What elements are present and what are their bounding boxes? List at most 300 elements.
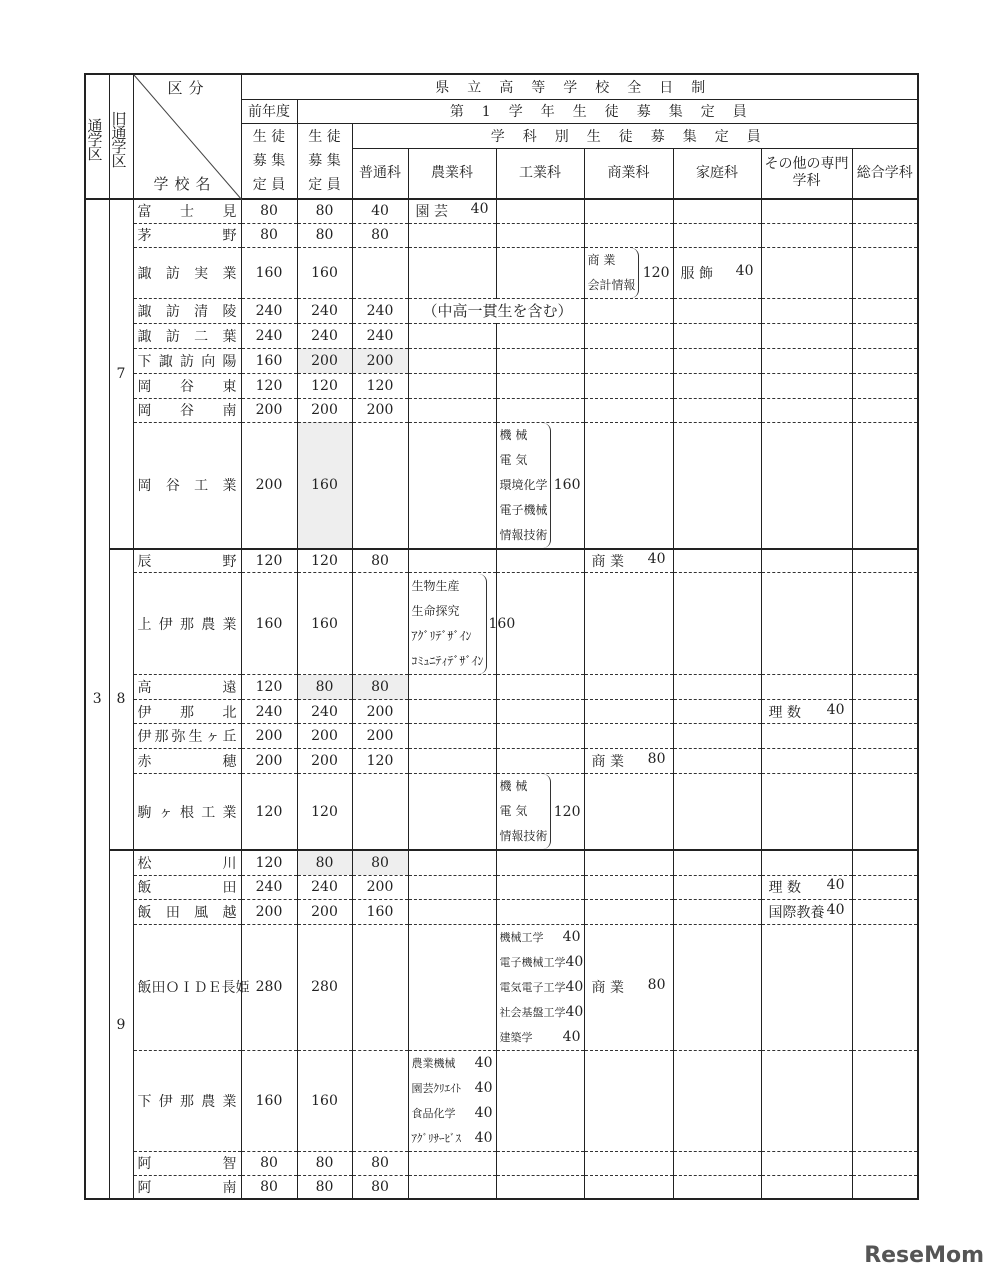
other-cell <box>761 675 852 700</box>
cur-capacity: 280 <box>297 924 352 1050</box>
shogyo-cell <box>584 298 673 323</box>
dept-name: 機 械 <box>499 427 528 442</box>
school-name: 岡谷南 <box>133 398 241 422</box>
shogyo-cell <box>584 348 673 373</box>
nogyo-cell <box>408 774 496 851</box>
dept-brace-group <box>411 574 516 674</box>
katei-cell <box>673 749 761 774</box>
hdr-line: 定 員 <box>308 176 341 193</box>
kogyo-cell <box>496 1151 584 1175</box>
cur-capacity: 160 <box>297 247 352 298</box>
dept-name: 建築学 <box>499 1030 533 1044</box>
shogyo-cell <box>584 1151 673 1175</box>
shogyo-cell <box>584 398 673 422</box>
dept-count: 40 <box>474 1129 493 1146</box>
kogyo-cell <box>496 724 584 749</box>
dept-name: 理 数 <box>768 704 801 721</box>
hdr-line: 募 集 <box>252 152 286 169</box>
futsu-capacity <box>352 1050 408 1151</box>
dept-name: 情報技術 <box>499 527 548 542</box>
other-cell <box>761 1175 852 1199</box>
dept-entry <box>412 1051 493 1076</box>
nogyo-cell <box>408 247 496 298</box>
kogyo-cell <box>496 422 584 549</box>
futsu-capacity: 200 <box>352 700 408 724</box>
shogyo-cell <box>584 549 673 573</box>
category-header <box>133 74 241 199</box>
dept-name: 機械工学 <box>499 930 544 944</box>
futsu-capacity: 240 <box>352 298 408 323</box>
sogo-cell <box>852 774 918 851</box>
other-cell <box>761 298 852 323</box>
cur-capacity: 80 <box>297 199 352 223</box>
watermark-logo: ReseMom <box>864 1243 984 1268</box>
cur-capacity: 80 <box>297 1151 352 1175</box>
dept-total: 120 <box>553 803 581 820</box>
nogyo-cell <box>408 924 496 1050</box>
table-row <box>85 675 918 700</box>
dept-name: 商 業 <box>591 553 624 570</box>
dept-brace-group <box>500 423 581 548</box>
katei-cell <box>673 398 761 422</box>
dept-count: 40 <box>474 1054 493 1071</box>
brace-list <box>500 774 551 849</box>
sogo-cell <box>852 850 918 875</box>
dept-entry <box>412 1076 493 1101</box>
futsu-capacity: 40 <box>352 199 408 223</box>
nogyo-cell <box>408 323 496 348</box>
shogyo-cell <box>584 1050 673 1151</box>
kogyo-cell <box>496 247 584 298</box>
prev-capacity: 200 <box>241 899 297 924</box>
sogo-cell <box>852 1151 918 1175</box>
futsu-capacity <box>352 573 408 675</box>
cur-capacity: 160 <box>297 422 352 549</box>
prev-capacity: 200 <box>241 422 297 549</box>
note: （中高一貫生を含む） <box>408 298 584 323</box>
table-row <box>85 348 918 373</box>
dept-header-6: 総合学科 <box>852 148 918 199</box>
futsu-capacity: 80 <box>352 1151 408 1175</box>
dept-name: 生命探究 <box>411 603 460 618</box>
table-row <box>85 749 918 774</box>
futsu-capacity: 80 <box>352 1175 408 1199</box>
dept-entry <box>588 751 670 771</box>
district-cell: 3 <box>85 199 109 1199</box>
sogo-cell <box>852 398 918 422</box>
prev-capacity: 240 <box>241 298 297 323</box>
school-name: 高遠 <box>133 675 241 700</box>
kogyo-cell <box>496 373 584 398</box>
other-cell <box>761 398 852 422</box>
brace-list <box>500 423 551 548</box>
table-row <box>85 199 918 223</box>
cur-capacity: 80 <box>297 850 352 875</box>
cur-capacity: 120 <box>297 373 352 398</box>
dept-name: 会計情報 <box>587 277 636 292</box>
futsu-capacity: 80 <box>352 675 408 700</box>
shogyo-cell <box>584 700 673 724</box>
dept-name: 電気電子工学 <box>499 980 566 994</box>
shogyo-cell <box>584 199 673 223</box>
dept-name: 理 数 <box>768 880 801 896</box>
dept-total: 160 <box>488 615 516 632</box>
shogyo-cell <box>584 749 673 774</box>
dept-entry <box>412 1126 493 1151</box>
dept-entry <box>500 925 581 950</box>
school-name: 諏訪二葉 <box>133 323 241 348</box>
futsu-capacity <box>352 924 408 1050</box>
katei-cell <box>673 724 761 749</box>
dept-count: 40 <box>826 901 845 918</box>
dept-count: 40 <box>647 550 666 567</box>
futsu-capacity: 200 <box>352 398 408 422</box>
dept-name: ｺﾐｭﾆﾃｨﾃﾞｻﾞｲﾝ <box>411 653 484 668</box>
prev-capacity: 160 <box>241 573 297 675</box>
shogyo-cell <box>584 899 673 924</box>
school-name: 諏訪清陵 <box>133 298 241 323</box>
sogo-cell <box>852 1175 918 1199</box>
dept-name: 電 気 <box>499 452 528 467</box>
katei-cell <box>673 700 761 724</box>
dept-entry <box>500 1025 581 1050</box>
other-cell <box>761 850 852 875</box>
futsu-capacity: 80 <box>352 850 408 875</box>
sogo-cell <box>852 323 918 348</box>
table-row <box>85 850 918 875</box>
other-cell <box>761 223 852 247</box>
katei-cell <box>673 422 761 549</box>
dept-header-4: 家庭科 <box>673 148 761 199</box>
prev-capacity-header <box>241 123 297 199</box>
cur-capacity: 80 <box>297 675 352 700</box>
prev-capacity: 200 <box>241 398 297 422</box>
kogyo-cell <box>496 774 584 851</box>
other-cell <box>761 1050 852 1151</box>
shogyo-cell <box>584 1175 673 1199</box>
hdr-line: 生 徒 <box>308 128 341 145</box>
shogyo-cell <box>584 774 673 851</box>
dept-count: 40 <box>474 1079 493 1096</box>
school-name: 伊那弥生ヶ丘 <box>133 724 241 749</box>
katei-cell <box>673 298 761 323</box>
sogo-cell <box>852 1050 918 1151</box>
table-row <box>85 700 918 724</box>
dept-header-0: 普通科 <box>352 148 408 199</box>
prev-capacity: 80 <box>241 199 297 223</box>
prev-capacity: 80 <box>241 1151 297 1175</box>
futsu-capacity: 200 <box>352 348 408 373</box>
dept-count: 40 <box>565 978 584 995</box>
school-name: 飯田風越 <box>133 899 241 924</box>
table-row <box>85 323 918 348</box>
nogyo-cell <box>408 422 496 549</box>
nogyo-cell <box>408 549 496 573</box>
school-name: 赤穂 <box>133 749 241 774</box>
shogyo-cell <box>584 875 673 899</box>
dept-brace-group <box>588 248 670 298</box>
old-district-cell: 7 <box>109 199 133 549</box>
kogyo-cell <box>496 199 584 223</box>
futsu-capacity: 200 <box>352 875 408 899</box>
kogyo-cell <box>496 1175 584 1199</box>
school-name: 辰野 <box>133 549 241 573</box>
futsu-capacity <box>352 422 408 549</box>
cur-capacity-header <box>297 123 352 199</box>
other-cell <box>761 700 852 724</box>
dept-name: 園 芸 <box>415 204 448 221</box>
nogyo-cell <box>408 348 496 373</box>
other-cell <box>761 1151 852 1175</box>
cur-capacity: 200 <box>297 348 352 373</box>
futsu-capacity <box>352 247 408 298</box>
dept-count: 40 <box>474 1104 493 1121</box>
dept-total: 120 <box>642 264 670 281</box>
dept-count: 40 <box>826 877 845 893</box>
school-name: 阿南 <box>133 1175 241 1199</box>
other-cell <box>761 924 852 1050</box>
kogyo-cell <box>496 700 584 724</box>
nogyo-cell <box>408 573 516 675</box>
nogyo-cell <box>408 199 496 223</box>
sogo-cell <box>852 700 918 724</box>
dept-count: 40 <box>562 1028 581 1045</box>
school-name: 諏訪実業 <box>133 247 241 298</box>
katei-cell <box>673 373 761 398</box>
cur-capacity: 120 <box>297 549 352 573</box>
prev-capacity: 200 <box>241 749 297 774</box>
school-name: 阿智 <box>133 1151 241 1175</box>
nogyo-cell <box>408 373 496 398</box>
school-name: 松川 <box>133 850 241 875</box>
katei-cell <box>673 899 761 924</box>
hdr-line: 募 集 <box>308 152 341 169</box>
other-cell <box>761 199 852 223</box>
table-row <box>85 875 918 899</box>
prev-capacity: 160 <box>241 1050 297 1151</box>
school-name: 岡谷東 <box>133 373 241 398</box>
cur-capacity: 80 <box>297 223 352 247</box>
dept-name: 機 械 <box>499 779 528 793</box>
dept-count: 40 <box>565 1003 584 1020</box>
prev-capacity: 240 <box>241 700 297 724</box>
katei-cell <box>673 924 761 1050</box>
dept-name: 商 業 <box>587 252 616 267</box>
nogyo-cell <box>408 875 496 899</box>
hdr-line: 定 員 <box>252 176 286 193</box>
table-row <box>85 298 918 323</box>
kogyo-cell <box>496 348 584 373</box>
brace-list <box>588 248 639 298</box>
katei-cell <box>673 1050 761 1151</box>
prev-capacity: 120 <box>241 373 297 398</box>
other-cell <box>761 373 852 398</box>
dept-entry <box>412 1101 493 1126</box>
other-cell <box>761 899 852 924</box>
nogyo-cell <box>408 1050 496 1151</box>
sogo-cell <box>852 348 918 373</box>
katei-cell <box>673 549 761 573</box>
katei-cell <box>673 247 761 298</box>
shogyo-cell <box>584 724 673 749</box>
sogo-cell <box>852 899 918 924</box>
sogo-cell <box>852 675 918 700</box>
old-district-header: 旧通学区 <box>109 74 133 199</box>
table-row <box>85 223 918 247</box>
prev-capacity: 80 <box>241 223 297 247</box>
dept-name: 商 業 <box>591 980 624 996</box>
nogyo-cell <box>408 675 496 700</box>
table-row <box>85 573 918 675</box>
cur-capacity: 200 <box>297 724 352 749</box>
school-name: 飯田ＯＩＤＥ長姫 <box>133 924 241 1050</box>
kogyo-cell <box>496 899 584 924</box>
table-row <box>85 247 918 298</box>
katei-cell <box>673 1175 761 1199</box>
dept-name: 電 気 <box>499 804 528 818</box>
dept-header-2: 工業科 <box>496 148 584 199</box>
other-cell <box>761 774 852 851</box>
cur-capacity: 200 <box>297 899 352 924</box>
shogyo-cell <box>584 924 673 1050</box>
school-name: 茅野 <box>133 223 241 247</box>
shogyo-cell <box>584 573 673 675</box>
prev-capacity: 160 <box>241 247 297 298</box>
futsu-capacity: 120 <box>352 749 408 774</box>
cur-capacity: 160 <box>297 1050 352 1151</box>
katei-cell <box>673 348 761 373</box>
dept-name: 社会基盤工学 <box>499 1005 566 1019</box>
enrollment-table <box>84 73 919 1200</box>
kogyo-cell <box>496 398 584 422</box>
dept-header-5: その他の専門学科 <box>761 148 852 199</box>
by-dept-header: 学科別生徒募集定員 <box>352 123 918 148</box>
futsu-capacity <box>352 774 408 851</box>
nogyo-cell <box>408 398 496 422</box>
dept-entry <box>677 263 758 283</box>
prev-capacity: 120 <box>241 675 297 700</box>
first-year-header: 第1学年生徒募集定員 <box>297 99 918 123</box>
futsu-capacity: 200 <box>352 724 408 749</box>
dept-name: 食品化学 <box>411 1106 456 1120</box>
table-row <box>85 724 918 749</box>
dept-entry <box>588 977 670 997</box>
other-cell <box>761 422 852 549</box>
katei-cell <box>673 850 761 875</box>
table-row <box>85 422 918 549</box>
cur-capacity: 240 <box>297 323 352 348</box>
dept-entry <box>588 551 670 571</box>
cur-capacity: 120 <box>297 774 352 851</box>
dept-name: ｱｸﾞﾘﾃﾞｻﾞｲﾝ <box>411 628 472 643</box>
shogyo-cell <box>584 247 673 298</box>
sogo-cell <box>852 223 918 247</box>
cur-capacity: 200 <box>297 398 352 422</box>
prev-capacity: 240 <box>241 323 297 348</box>
dept-header-1: 農業科 <box>408 148 496 199</box>
kogyo-cell <box>496 850 584 875</box>
katei-cell <box>673 573 761 675</box>
dept-name: 電子機械 <box>499 502 548 517</box>
futsu-capacity: 80 <box>352 223 408 247</box>
category-label: 区分 <box>167 79 210 97</box>
school-name-label: 学校名 <box>153 175 217 193</box>
dept-brace-group <box>500 774 581 849</box>
katei-cell <box>673 223 761 247</box>
table-row <box>85 1050 918 1151</box>
katei-cell <box>673 1151 761 1175</box>
old-district-cell: 8 <box>109 549 133 851</box>
dept-entry <box>765 877 849 897</box>
school-name: 富士見 <box>133 199 241 223</box>
dept-count: 40 <box>735 262 754 279</box>
prev-capacity: 160 <box>241 348 297 373</box>
dept-count: 40 <box>565 953 584 970</box>
dept-name: 情報技術 <box>499 829 548 843</box>
nogyo-cell <box>408 1151 496 1175</box>
sogo-cell <box>852 199 918 223</box>
cur-capacity: 80 <box>297 1175 352 1199</box>
shogyo-cell <box>584 675 673 700</box>
shogyo-cell <box>584 373 673 398</box>
dept-count: 40 <box>826 701 845 718</box>
table-row <box>85 373 918 398</box>
kogyo-cell <box>496 323 584 348</box>
table-row <box>85 774 918 851</box>
dept-count: 80 <box>647 751 666 767</box>
sogo-cell <box>852 422 918 549</box>
dept-total: 160 <box>553 477 581 493</box>
sogo-cell <box>852 247 918 298</box>
hdr-line: 生 徒 <box>252 128 286 145</box>
prev-capacity: 240 <box>241 875 297 899</box>
prev-capacity: 80 <box>241 1175 297 1199</box>
district-header: 通学区 <box>85 74 109 199</box>
kogyo-cell <box>496 749 584 774</box>
shogyo-cell <box>584 850 673 875</box>
kogyo-cell <box>496 549 584 573</box>
kogyo-cell <box>496 924 584 1050</box>
sogo-cell <box>852 549 918 573</box>
old-district-cell: 9 <box>109 850 133 1199</box>
katei-cell <box>673 675 761 700</box>
cur-capacity: 240 <box>297 298 352 323</box>
futsu-capacity: 240 <box>352 323 408 348</box>
sogo-cell <box>852 924 918 1050</box>
school-name: 駒ヶ根工業 <box>133 774 241 851</box>
katei-cell <box>673 323 761 348</box>
other-cell <box>761 323 852 348</box>
prev-capacity: 200 <box>241 724 297 749</box>
school-name: 上伊那農業 <box>133 573 241 675</box>
dept-name: ｱｸﾞﾘｻｰﾋﾞｽ <box>411 1131 461 1145</box>
prev-capacity: 120 <box>241 850 297 875</box>
nogyo-cell <box>408 850 496 875</box>
nogyo-cell <box>408 749 496 774</box>
prev-capacity: 120 <box>241 774 297 851</box>
katei-cell <box>673 774 761 851</box>
prev-year-header: 前年度 <box>241 99 297 123</box>
table-row <box>85 1151 918 1175</box>
futsu-capacity: 160 <box>352 899 408 924</box>
dept-name: 商 業 <box>591 754 624 770</box>
dept-name: 電子機械工学 <box>499 955 566 969</box>
shogyo-cell <box>584 422 673 549</box>
school-name: 飯田 <box>133 875 241 899</box>
dept-count: 80 <box>647 977 666 993</box>
dept-name: 服 飾 <box>680 265 713 282</box>
dept-header-3: 商業科 <box>584 148 673 199</box>
